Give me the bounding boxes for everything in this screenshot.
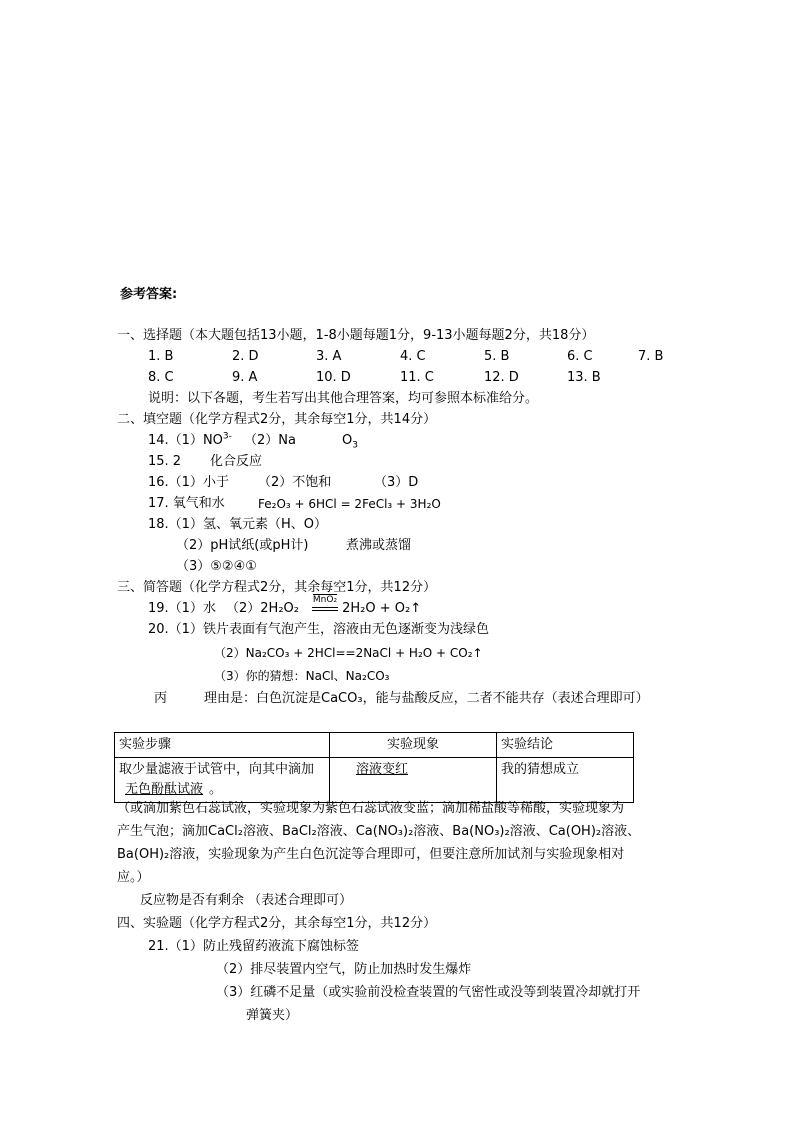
section-2-heading: 二、填空题（化学方程式2分，其余每空1分，共14分）: [117, 412, 437, 427]
answer-item: 3. A: [316, 349, 342, 364]
q18-answer-2b: 煮沸或蒸馏: [346, 538, 412, 553]
q15-answer-1: 15. 2: [148, 454, 182, 469]
q18-answer-3: （3）⑤②④①: [176, 559, 257, 574]
page-title: 参考答案:: [120, 287, 178, 302]
table-row: [115, 758, 634, 803]
q16-answer-1: 16.（1）小于: [148, 475, 229, 490]
note: 说明：以下各题，考生若写出其他合理答案，均可参照本标准给分。: [148, 391, 539, 406]
table-header: 实验结论: [497, 733, 634, 758]
q21-answer-1: 21.（1）防止残留药液流下腐蚀标签: [148, 939, 359, 954]
answer-item: 2. D: [232, 349, 259, 364]
answer-item: 7. B: [638, 349, 664, 364]
alt-answer-line-3: Ba(OH)₂溶液，实验现象为产生白色沉淀等合理即可，但要注意所加试剂与实验现象相对: [117, 847, 625, 862]
answer-item: 10. D: [316, 370, 351, 385]
q16-answer-2: （2）不饱和: [258, 475, 332, 490]
q15-answer-2: 化合反应: [210, 454, 263, 469]
q21-answer-3a: （3）红磷不足量（或实验前没检查装置的气密性或没等到装置冷却就打开: [216, 985, 641, 1000]
experiment-table: [114, 732, 634, 803]
answer-item: 6. C: [567, 349, 593, 364]
q19-answer-1: 19.（1）水: [148, 601, 216, 616]
q14-answer-1: $14.(1)NO^{3-}$: [148, 431, 232, 448]
section-1-heading: 一、选择题（本大题包括13小题，1-8小题每题1分，9-13小题每题2分，共18分）: [117, 328, 595, 343]
q18-answer-2: （2）pH试纸(或pH计): [176, 538, 309, 553]
table-cell-step: 取少量滤液于试管中，向其中滴加无色酚酞试液 。: [115, 758, 330, 803]
q18-answer-1: 18.（1）氢、氧元素（H、O）: [148, 517, 327, 532]
catalyst-label: MnO₂: [312, 595, 338, 605]
alt-answer-line-2: 产生气泡；滴加CaCl₂溶液、BaCl₂溶液、Ca(NO₃)₂溶液、Ba(NO₃)₂溶液、Ca(OH)₂溶液、: [117, 824, 641, 839]
q21-answer-2: （2）排尽装置内空气，防止加热时发生爆炸: [216, 962, 472, 977]
q14-answer-2: （2）Na: [244, 433, 296, 448]
section-3-heading: 三、简答题（化学方程式2分，其余每空1分，共12分）: [117, 580, 437, 595]
answer-item: 13. B: [567, 370, 601, 385]
section-4-heading: 四、实验题（化学方程式2分，其余每空1分，共12分）: [117, 916, 437, 931]
q20-choice: 丙: [154, 691, 168, 706]
q14-answer-3: $O_3$: [342, 433, 358, 451]
table-cell-conclusion: 我的猜想成立: [497, 758, 634, 803]
q17-answer: 17. 氧气和水: [148, 496, 225, 511]
answer-item: 4. C: [400, 349, 426, 364]
q20-answer-1: 20.（1）铁片表面有气泡产生，溶液由无色逐渐变为浅绿色: [148, 622, 489, 637]
q16-answer-3: （3）D: [374, 475, 419, 490]
q21-answer-3b: 弹簧夹）: [246, 1008, 299, 1023]
table-header: 实验步骤: [115, 733, 330, 758]
alt-answer-line-4: 应。）: [117, 870, 150, 885]
answer-item: 8. C: [148, 370, 174, 385]
table-header-row: [115, 733, 634, 758]
answer-item: 5. B: [484, 349, 510, 364]
answer-item: 9. A: [232, 370, 258, 385]
answer-item: 12. D: [484, 370, 519, 385]
q17-equation: Fe₂O₃ + 6HCl = 2FeCl₃ + 3H₂O: [258, 497, 441, 511]
q20-answer-2: （2）Na₂CO₃ + 2HCl==2NaCl + H₂O + CO₂↑: [214, 646, 483, 660]
alt-answer-line-1: （或滴加紫色石蕊试液，实验现象为紫色石蕊试液变蓝；滴加稀盐酸等稀酸，实验现象为: [117, 801, 625, 816]
q19-answer-2: （2）2H₂O₂: [226, 601, 299, 616]
answer-item: 11. C: [400, 370, 434, 385]
alt-answer-line-5: 反应物是否有剩余 （表述合理即可）: [140, 893, 353, 908]
table-cell-phenomenon: 溶液变红: [330, 758, 497, 803]
q20-reason: 理由是：白色沉淀是CaCO₃，能与盐酸反应，二者不能共存（表述合理即可）: [204, 691, 649, 706]
answer-item: 1. B: [148, 349, 174, 364]
q20-answer-3: （3）你的猜想：NaCl、Na₂CO₃: [214, 669, 390, 683]
table-header: 实验现象: [330, 733, 497, 758]
q19-equation-products: MnO₂ 2H₂O + O₂↑: [312, 601, 421, 617]
